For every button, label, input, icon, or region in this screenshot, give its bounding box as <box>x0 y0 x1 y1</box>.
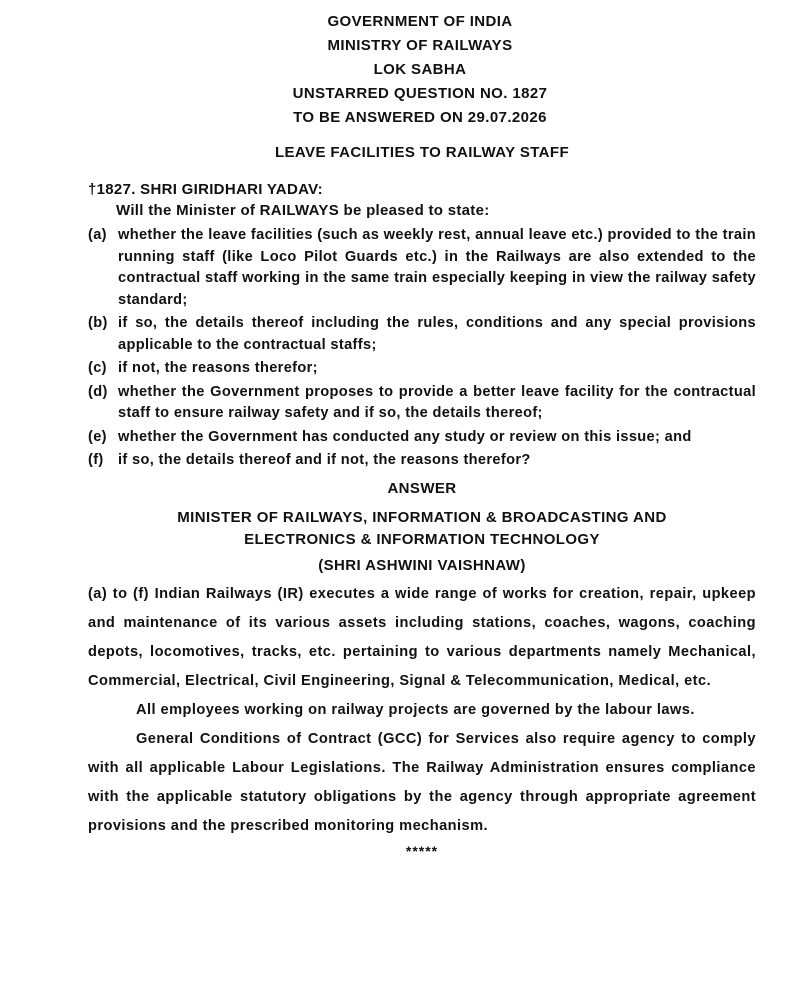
answer-heading: ANSWER <box>387 479 457 497</box>
question-parts <box>88 225 756 472</box>
question-part-text: if not, the reasons therefor; <box>118 360 318 376</box>
answer-paragraph: General Conditions of Contract (GCC) for Services also require agency to comply with all applicable Labour Legislations. The Railway Administration ensures compliance with the applicable statutory obligations by the agency through appropriate agreement provisions and the prescribed monitoring mechanism. <box>88 730 756 834</box>
header-question-number: UNSTARRED QUESTION NO. 1827 <box>292 85 548 102</box>
question-part-text: whether the Government has conducted any study or review on this issue; and <box>118 428 692 445</box>
question-part <box>88 382 756 425</box>
header-answer-date: TO BE ANSWERED ON 29.07.2026 <box>293 109 547 126</box>
question-number-line: †1827. SHRI GIRIDHARI YADAV: <box>88 181 323 198</box>
question-part-label: (d) <box>88 383 108 400</box>
question-part-label: (e) <box>88 428 107 445</box>
question-part-text: if so, the details thereof including the rules, conditions and any special provisions applicable to the contractual staffs; <box>118 315 756 353</box>
header-ministry: MINISTRY OF RAILWAYS <box>327 37 513 54</box>
question-part-text: whether the leave facilities (such as weekly rest, annual leave etc.) provided to the train running staff (like Loco Pilot Guards etc.) in the Railways are also extended to the contractual staff working in the same train especially keeping in view the railway safety standard; <box>118 227 756 308</box>
question-intro: Will the Minister of RAILWAYS be pleased to state: <box>116 202 490 219</box>
question-part-label: (c) <box>88 360 107 376</box>
question-part-label: (b) <box>88 315 108 331</box>
question-part <box>88 358 756 380</box>
answer-paragraph: All employees working on railway projects are governed by the labour laws. <box>136 701 695 718</box>
end-marker: ***** <box>405 842 439 859</box>
question-part-text: whether the Government proposes to provide a better leave facility for the contractual staff to ensure railway safety and if so, the details thereof; <box>118 383 756 421</box>
question-part <box>88 427 756 449</box>
header-government: GOVERNMENT OF INDIA <box>327 13 513 30</box>
header-house: LOK SABHA <box>373 61 467 78</box>
question-part <box>88 225 756 311</box>
document-header <box>84 10 756 130</box>
question-part <box>88 450 756 472</box>
answer-paragraph: (a) to (f) Indian Railways (IR) executes a wide range of works for creation, repair, upkeep and maintenance of its various assets including stations, coaches, wagons, coaching depots, locomotives, tracks, etc. pertaining to various departments namely Mechanical, Commercial, Electrical, Civil Engineering, Signal & Telecommunication, Medical, etc. <box>88 585 756 689</box>
question-part-label: (a) <box>88 227 107 243</box>
minister-title <box>88 507 756 551</box>
minister-title-line: MINISTER OF RAILWAYS, INFORMATION & BROADCASTING AND <box>177 508 667 526</box>
question-subject: LEAVE FACILITIES TO RAILWAY STAFF <box>274 144 570 161</box>
minister-name: (SHRI ASHWINI VAISHNAW) <box>318 556 526 574</box>
question-part-text: if so, the details thereof and if not, the reasons therefor? <box>118 452 531 468</box>
question-part <box>88 313 756 356</box>
minister-title-line: ELECTRONICS & INFORMATION TECHNOLOGY <box>244 530 600 548</box>
question-part-label: (f) <box>88 452 104 468</box>
